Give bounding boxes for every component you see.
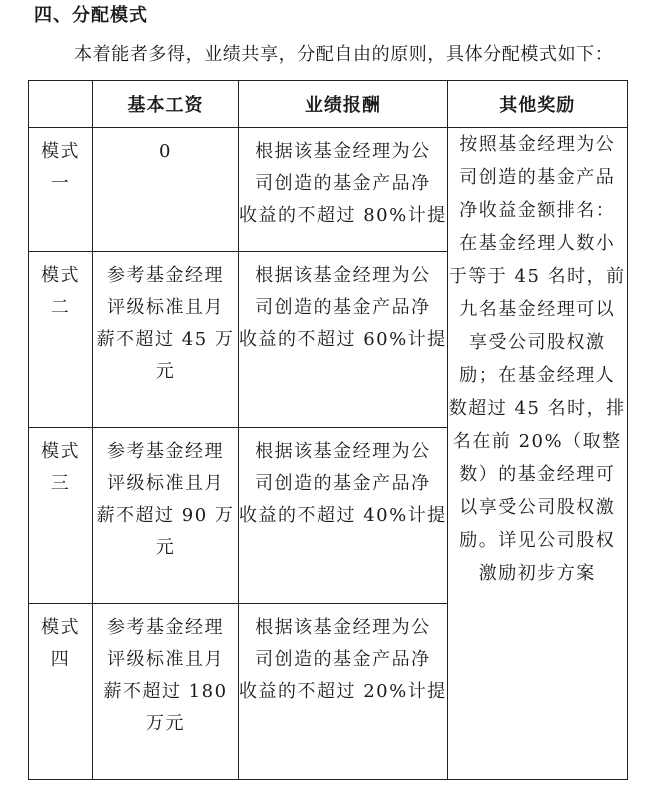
header-other-rewards: 其他奖励 xyxy=(447,81,627,128)
mode-cell: 模式 四 xyxy=(29,604,93,780)
section-heading: 四、分配模式 xyxy=(34,5,148,26)
performance-cell: 根据该基金经理为公 司创造的基金产品净 收益的不超过 60%计提 xyxy=(239,252,448,428)
header-empty xyxy=(29,81,93,128)
base-salary-cell: 参考基金经理 评级标准且月 薪不超过 180 万元 xyxy=(93,604,239,780)
allocation-table xyxy=(28,80,628,780)
mode-cell: 模式 二 xyxy=(29,252,93,428)
performance-cell: 根据该基金经理为公 司创造的基金产品净 收益的不超过 20%计提 xyxy=(239,604,448,780)
base-salary-cell: 0 xyxy=(93,128,239,252)
mode-cell: 模式 三 xyxy=(29,428,93,604)
base-salary-cell: 参考基金经理 评级标准且月 薪不超过 90 万 元 xyxy=(93,428,239,604)
intro-paragraph: 本着能者多得，业绩共享，分配自由的原则，具体分配模式如下： xyxy=(74,44,614,65)
performance-cell: 根据该基金经理为公 司创造的基金产品净 收益的不超过 40%计提 xyxy=(239,428,448,604)
base-salary-cell: 参考基金经理 评级标准且月 薪不超过 45 万 元 xyxy=(93,252,239,428)
other-rewards-cell: 按照基金经理为公 司创造的基金产品 净收益金额排名： 在基金经理人数小 于等于 45 名时，前 九名基金经理可以 享受公司股权激 励；在基金经理人 数超过 45 名时，排 名在前 20%（取整 数）的基金经理可 以享受公司股权激 励。详见公司股权 激励初步方案 xyxy=(447,128,627,780)
mode-cell: 模式 一 xyxy=(29,128,93,252)
table-header-row xyxy=(29,81,628,128)
table-row xyxy=(29,128,628,252)
header-performance: 业绩报酬 xyxy=(239,81,448,128)
performance-cell: 根据该基金经理为公 司创造的基金产品净 收益的不超过 80%计提 xyxy=(239,128,448,252)
header-base-salary: 基本工资 xyxy=(93,81,239,128)
